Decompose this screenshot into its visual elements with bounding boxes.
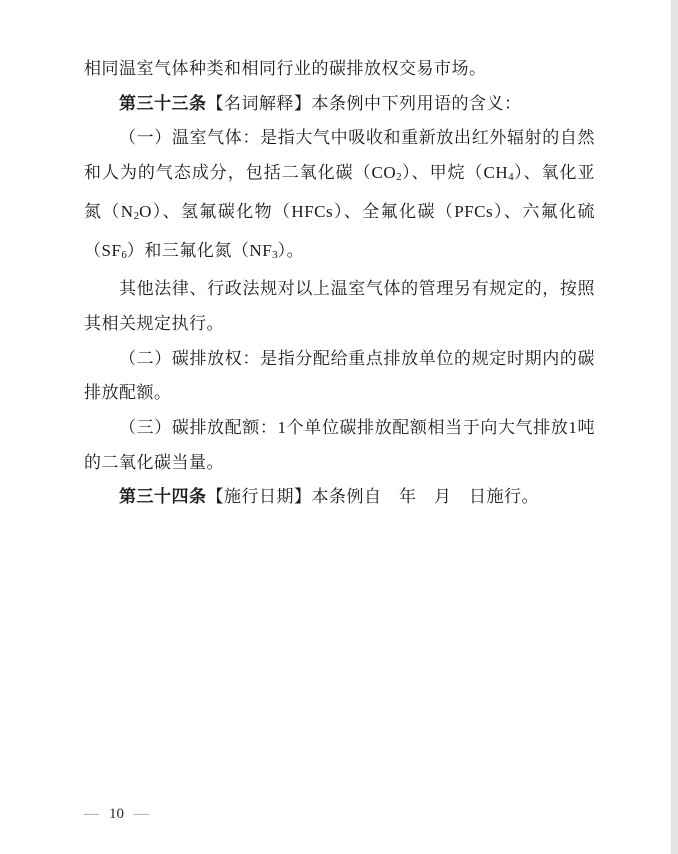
text-run: （三）碳排放配额：1个单位碳排放配额相当于向大气排放1吨的二氧化碳当量。 xyxy=(84,418,595,472)
text-run: ）、甲烷（CH xyxy=(401,163,509,183)
bracket-note: 【施行日期】 xyxy=(206,487,312,507)
text-run: （二）碳排放权：是指分配给重点排放单位的规定时期内的碳排放配额。 xyxy=(84,348,595,403)
text-run: （一）温室气体：是指大气中吸收和重新放出红外辐射的自然和人为的气态成分，包括二氧化碳（CO xyxy=(84,128,595,183)
subscript: 2 xyxy=(396,171,402,184)
text-run: 本条例自 年 月 日施行。 xyxy=(311,487,539,507)
paragraph xyxy=(84,52,595,87)
page-footer xyxy=(84,804,149,824)
paragraph xyxy=(84,342,595,411)
paragraph xyxy=(84,87,595,122)
subscript: 6 xyxy=(121,248,127,261)
article-heading: 第三十三条 xyxy=(119,93,207,113)
text-run: 其他法律、行政法规对以上温室气体的管理另有规定的，按照其相关规定执行。 xyxy=(84,279,595,333)
article-heading: 第三十四条 xyxy=(119,487,207,507)
text-run: ）和三氟化氮（NF xyxy=(126,240,273,260)
paragraph xyxy=(84,411,595,480)
footer-dash-right: — xyxy=(134,806,149,822)
paragraph xyxy=(84,121,595,272)
scrollbar-track[interactable] xyxy=(671,0,678,854)
subscript: 2 xyxy=(133,209,140,222)
footer-dash-left: — xyxy=(84,806,99,822)
paragraph xyxy=(84,480,595,515)
document-body xyxy=(84,52,595,515)
text-run: 相同温室气体种类和相同行业的碳排放权交易市场。 xyxy=(84,59,487,78)
subscript: 3 xyxy=(272,248,278,261)
text-run: ）、氧化亚氮（N xyxy=(84,163,595,221)
paragraph xyxy=(84,272,595,341)
text-run: ）。 xyxy=(277,240,305,260)
bracket-note: 【名词解释】 xyxy=(206,93,312,113)
text-run: O）、氢氟碳化物（HFCs）、全氟化碳（PFCs）、六氟化硫（SF xyxy=(84,201,596,260)
subscript: 4 xyxy=(508,171,514,184)
page-number: 10 xyxy=(109,806,124,822)
text-run: 本条例中下列用语的含义： xyxy=(311,93,522,113)
